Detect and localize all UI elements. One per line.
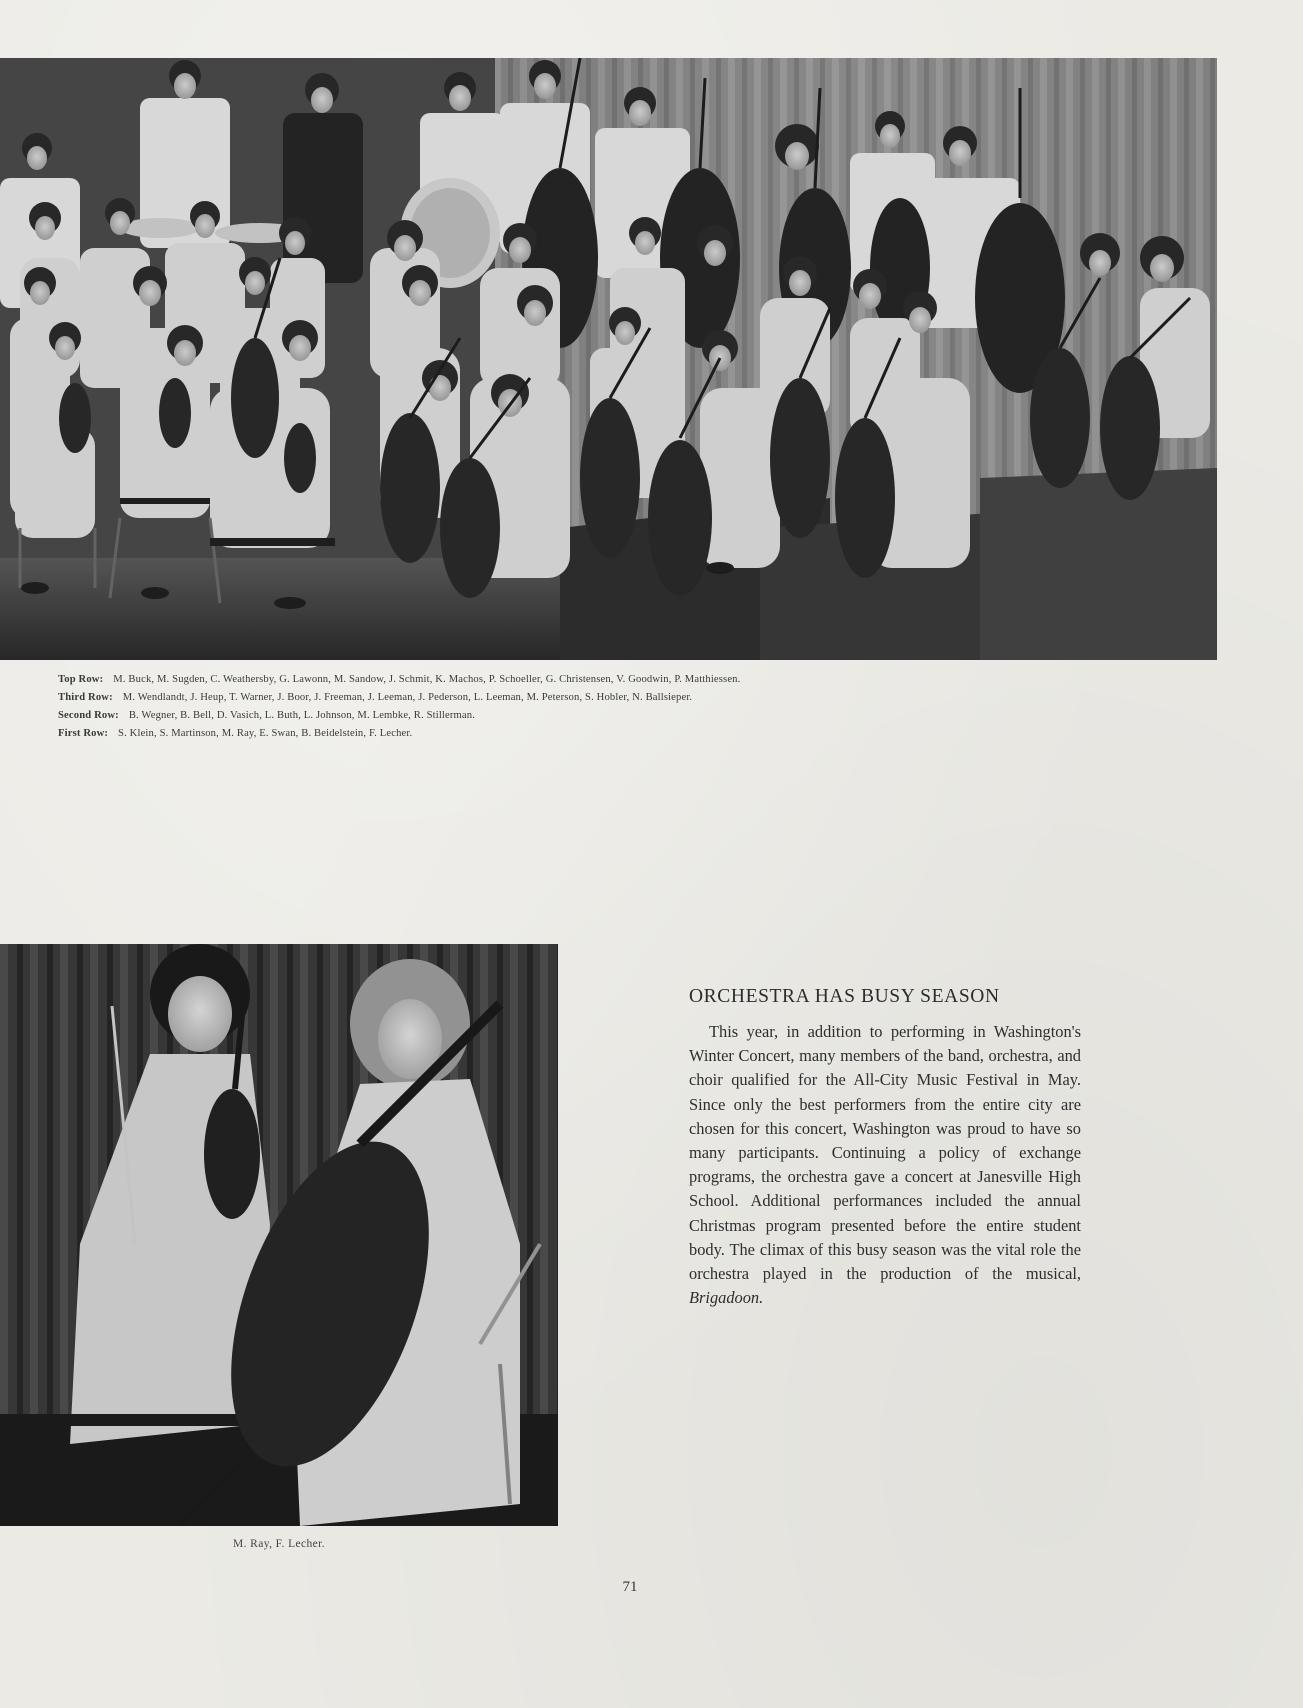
caption-row-names: S. Klein, S. Martinson, M. Ray, E. Swan, B. Beidelstein, F. Lecher. [118, 728, 413, 739]
caption-first-row [58, 725, 1238, 743]
duo-photo-caption: M. Ray, F. Lecher. [232, 1538, 326, 1550]
caption-row-names: M. Wendlandt, J. Heup, T. Warner, J. Boor, J. Freeman, J. Leeman, J. Pederson, L. Leeman, M. Peterson, S. Hobler, N. Ballsieper. [122, 692, 693, 703]
caption-row-names: B. Wegner, B. Bell, D. Vasich, L. Buth, L. Johnson, M. Lembke, R. Stillerman. [128, 710, 476, 721]
orchestra-group-photo-image [0, 58, 1217, 660]
caption-row-label: Top Row: [58, 674, 104, 685]
group-photo-caption [58, 671, 1238, 743]
orchestra-group-photo [0, 58, 1217, 660]
caption-row-names: M. Buck, M. Sugden, C. Weathersby, G. Lawonn, M. Sandow, J. Schmit, K. Machos, P. Schoeller, G. Christensen, V. Goodwin, P. Matthiessen. [113, 674, 741, 685]
caption-second-row [58, 707, 1238, 725]
caption-row-label: Third Row: [58, 692, 113, 703]
article-body-text: This year, in addition to performing in Washington's Winter Concert, many members of the band, orchestra, and choir qualified for the All-City Music Festival in May. Since only the best performers from the entire city are chosen for this concert, Washington was proud to have so many participants. Continuing a policy of exchange programs, the orchestra gave a concert at Janesville High School. Additional performances included the annual Christmas program presented before the entire student body. The climax of this busy season was the vital role the orchestra played in the production of the musical, [689, 1022, 1081, 1284]
article [689, 986, 1081, 1310]
duo-photo-image [0, 944, 558, 1526]
duo-photo [0, 944, 558, 1526]
caption-row-label: Second Row: [58, 710, 119, 721]
caption-row-label: First Row: [58, 728, 109, 739]
caption-third-row [58, 689, 1238, 707]
article-title: ORCHESTRA HAS BUSY SEASON [689, 986, 1000, 1007]
musical-title: Brigadoon. [689, 1288, 764, 1308]
article-body [689, 1020, 1081, 1310]
page-number: 71 [622, 1579, 638, 1595]
caption-top-row [58, 671, 1238, 689]
